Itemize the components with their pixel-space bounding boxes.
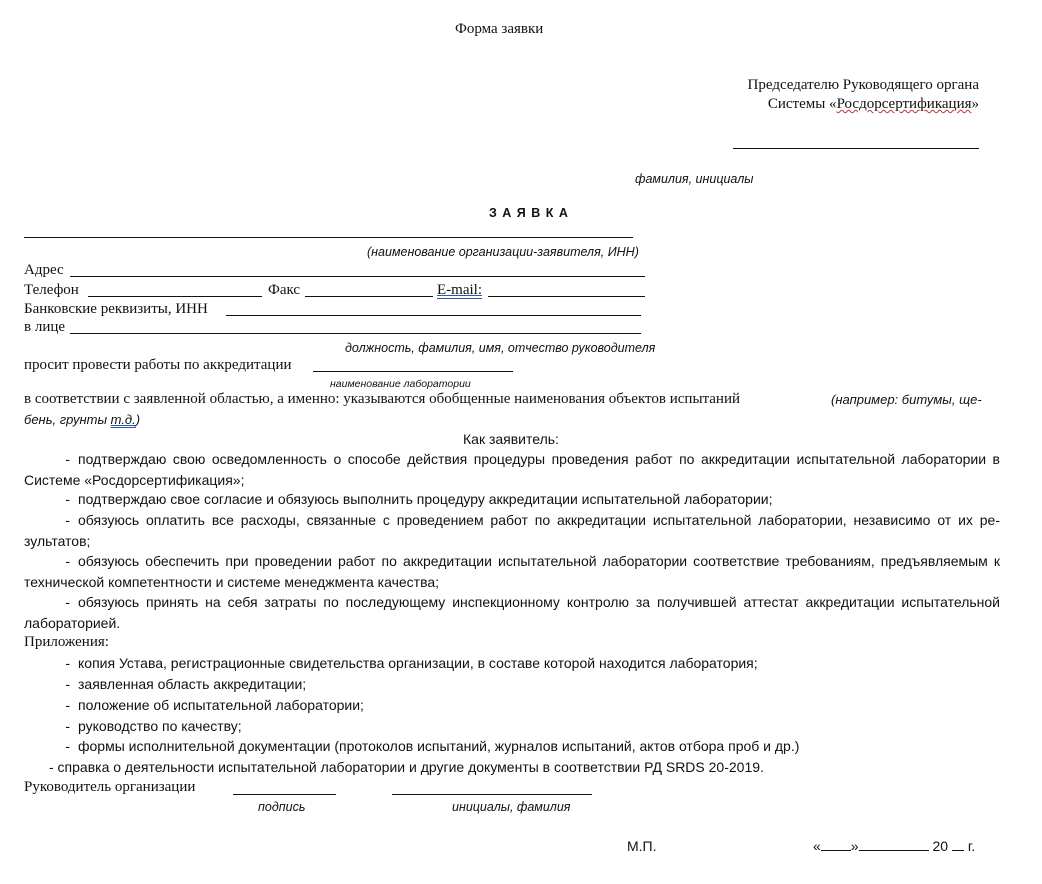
commitment-item <box>24 449 1000 490</box>
person-caption: должность, фамилия, имя, отчество руководителя <box>345 341 656 355</box>
text: копия Устава, регистрационные свидетельства организации, в составе которой находится лаборатория; <box>78 655 758 671</box>
commitment-item <box>24 551 1000 592</box>
text: ) <box>135 412 141 427</box>
signature-label: Руководитель организации <box>24 779 196 795</box>
text: обязуюсь принять на себя затраты по последующему инспекционному контролю за получившей аттестат аккредитации испытательной лабораторией. <box>24 594 1000 631</box>
lab-name-field[interactable] <box>313 371 513 372</box>
fax-label: Факс <box>268 282 301 298</box>
dash: - <box>65 451 70 467</box>
text: подтверждаю свою осведомленность о способе действия процедуры проведения работ по аккредитации испытательной лаборатории в Системе «Росдорсертификация»; <box>24 451 1000 488</box>
person-field[interactable] <box>70 333 641 334</box>
attachment-item <box>24 736 1000 757</box>
addressee-name-line[interactable] <box>733 148 979 149</box>
stamp-label: М.П. <box>627 838 657 854</box>
address-field[interactable] <box>70 276 645 277</box>
org-name: Росдорсертификация <box>836 96 972 112</box>
applicant-heading: Как заявитель: <box>463 431 559 447</box>
dash: - <box>65 491 70 507</box>
org-name-line[interactable] <box>24 237 633 238</box>
form-title: Форма заявки <box>455 21 544 37</box>
commitment-item <box>24 489 1000 510</box>
request-label: просит провести работы по аккредитации <box>24 357 292 373</box>
lab-caption: наименование лаборатории <box>330 378 471 390</box>
commitment-item <box>24 592 1000 633</box>
signature-field[interactable] <box>233 794 336 795</box>
dash: - <box>65 676 70 692</box>
text: » <box>971 96 979 112</box>
scope-text: в соответствии с заявленной областью, а именно: указываются обобщенные наименования объектов испытаний <box>24 391 740 407</box>
text: обязуюсь оплатить все расходы, связанные с проведением работ по аккредитации испытательной лаборатории, независимо от их ре-зультатов; <box>24 512 1000 549</box>
fax-field[interactable] <box>305 296 433 297</box>
org-caption: (наименование организации-заявителя, ИНН) <box>367 245 639 259</box>
bank-label: Банковские реквизиты, ИНН <box>24 301 208 317</box>
email-label: E-mail: <box>437 282 482 298</box>
text: формы исполнительной документации (протоколов испытаний, журналов испытаний, актов отбора проб и др.) <box>78 738 800 754</box>
name-field[interactable] <box>392 794 592 795</box>
text: » <box>850 838 859 854</box>
text: положение об испытательной лаборатории; <box>78 697 364 713</box>
dash: - <box>65 697 70 713</box>
phone-field[interactable] <box>88 296 262 297</box>
text: руководство по качеству; <box>78 718 242 734</box>
date-field[interactable] <box>813 837 975 855</box>
dash: - <box>65 594 70 610</box>
person-label: в лице <box>24 319 66 335</box>
name-caption: инициалы, фамилия <box>452 800 571 814</box>
dash: - <box>65 512 70 528</box>
text: т.д. <box>110 412 136 427</box>
dash: - <box>65 738 70 754</box>
addressee-caption: фамилия, инициалы <box>635 172 754 186</box>
dash: - <box>65 655 70 671</box>
attachment-item <box>24 674 1000 695</box>
text: заявленная область аккредитации; <box>78 676 307 692</box>
application-heading: З А Я В К А <box>489 206 569 220</box>
text: бень, грунты <box>24 412 111 427</box>
attachment-item <box>24 695 1000 716</box>
addressee-line2 <box>768 95 979 113</box>
dash: - <box>65 553 70 569</box>
text: « <box>813 838 821 854</box>
attachments-heading: Приложения: <box>24 634 109 650</box>
address-label: Адрес <box>24 262 64 278</box>
text: 20 <box>932 838 949 854</box>
email-field[interactable] <box>488 296 645 297</box>
text: Системы « <box>767 96 837 112</box>
bank-field[interactable] <box>226 315 641 316</box>
text: подтверждаю свое согласие и обязуюсь выполнить процедуру аккредитации испытательной лаборатории; <box>78 491 773 507</box>
addressee-line1: Председателю Руководящего органа <box>747 77 979 93</box>
attachment-item <box>24 716 1000 737</box>
scope-example-cont <box>24 411 140 429</box>
text: обязуюсь обеспечить при проведении работ по аккредитации испытательной лаборатории соответствие требованиям, предъявляемым к технической компетентности и системе менеджмента качества; <box>24 553 1000 590</box>
phone-label: Телефон <box>24 282 79 298</box>
signature-caption: подпись <box>258 800 306 814</box>
dash: - <box>65 718 70 734</box>
attachment-item <box>24 653 1000 674</box>
commitment-item <box>24 510 1000 551</box>
text: г. <box>967 838 976 854</box>
attachment-item-last: - справка о деятельности испытательной лаборатории и другие документы в соответствии РД SRDS 20-2019. <box>49 759 764 775</box>
scope-example: (например: битумы, ще- <box>831 392 982 407</box>
